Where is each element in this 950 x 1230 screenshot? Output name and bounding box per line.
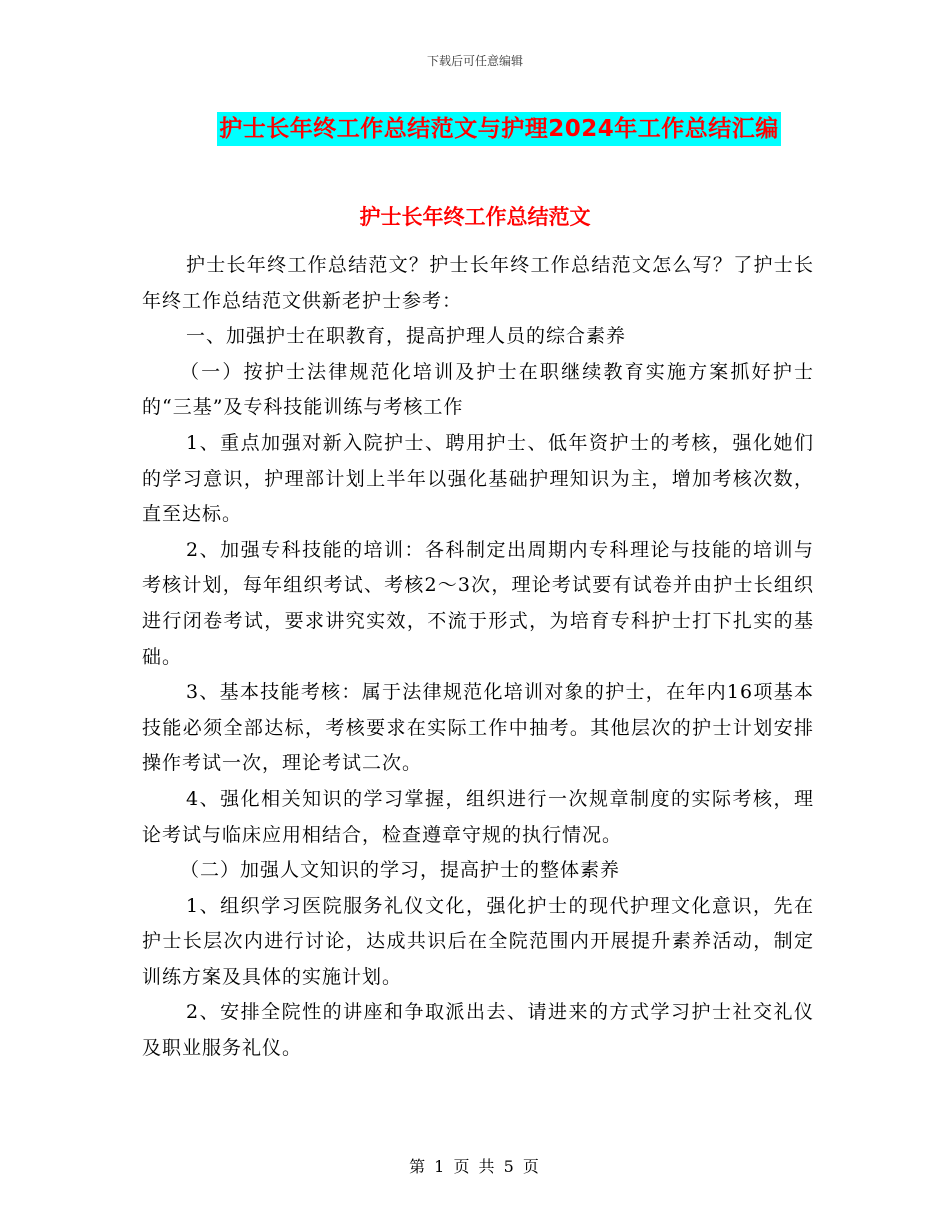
header-note: 下载后可任意编辑: [426, 54, 523, 68]
paragraph-intro: 护士长年终工作总结范文？护士长年终工作总结范文怎么写？了护士长年终工作总结范文供新老护士参考：: [142, 254, 814, 312]
section-title: 护士长年终工作总结范文: [359, 205, 591, 229]
main-title-container: [0, 112, 950, 146]
paragraph-subheading-2: （二）加强人文知识的学习，提高护士的整体素养: [180, 859, 621, 882]
paragraph-item-4: 4、强化相关知识的学习掌握，组织进行一次规章制度的实际考核，理论考试与临床应用相结合，检查遵章守规的执行情况。: [142, 787, 814, 846]
paragraph-heading-1: 一、加强护士在职教育，提高护理人员的综合素养: [186, 325, 627, 348]
paragraph-item-3: 3、基本技能考核：属于法律规范化培训对象的护士，在年内16项基本技能必须全部达标，考核要求在实际工作中抽考。其他层次的护士计划安排操作考试一次，理论考试二次。: [142, 681, 814, 775]
paragraph-item-1: 1、重点加强对新入院护士、聘用护士、低年资护士的考核，强化她们的学习意识，护理部计划上半年以强化基础护理知识为主，增加考核次数，直至达标。: [142, 431, 814, 526]
paragraph-item-2: 2、加强专科技能的培训：各科制定出周期内专科理论与技能的培训与考核计划，每年组织考试、考核2～3次，理论考试要有试卷并由护士长组织进行闭卷考试，要求讲究实效，不流于形式，为培育专科护士打下扎实的基础。: [142, 538, 814, 668]
main-title: 护士长年终工作总结范文与护理2024年工作总结汇编: [217, 112, 781, 146]
paragraph-item-6: 2、安排全院性的讲座和争取派出去、请进来的方式学习护士社交礼仪及职业服务礼仪。: [142, 1001, 814, 1060]
paragraph-item-5: 1、组织学习医院服务礼仪文化，强化护士的现代护理文化意识，先在护士长层次内进行讨论，达成共识后在全院范围内开展提升素养活动，制定训练方案及具体的实施计划。: [142, 894, 814, 988]
page-footer: 第 1 页 共 5 页: [409, 1157, 541, 1176]
paragraph-subheading-1: （一）按护士法律规范化培训及护士在职继续教育实施方案抓好护士的“三基”及专科技能训练与考核工作: [142, 360, 814, 419]
document-body: [142, 248, 814, 1067]
